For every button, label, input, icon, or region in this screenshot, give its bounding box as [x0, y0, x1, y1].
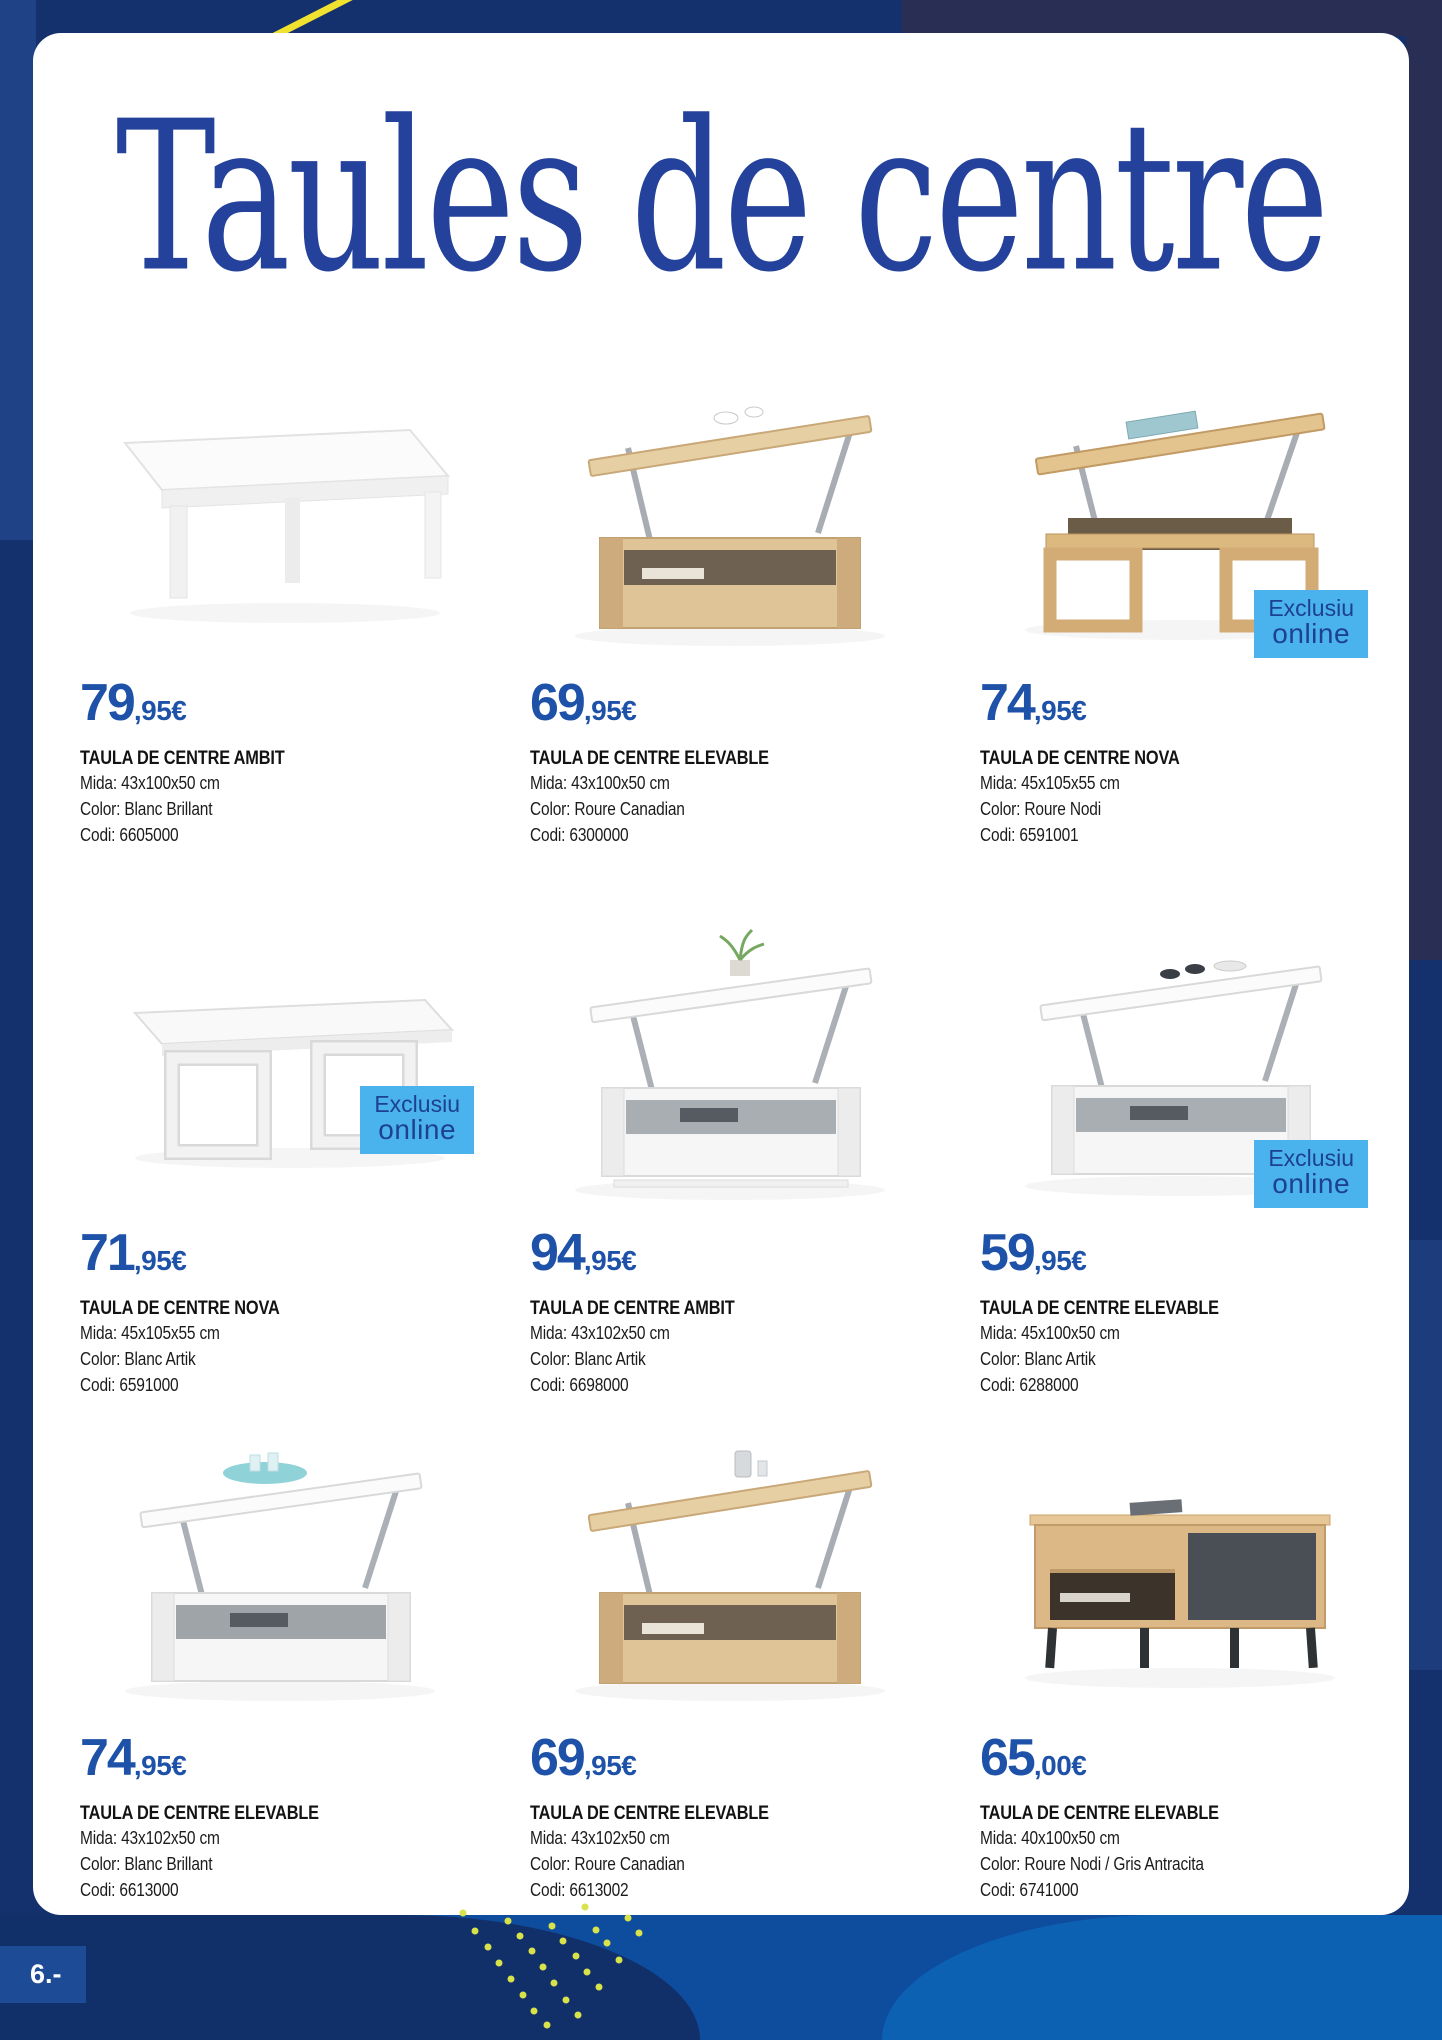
product-color: Color: Blanc Artik [530, 1349, 646, 1369]
table-illustration [980, 1423, 1380, 1723]
product-code: Codi: 6741000 [980, 1880, 1079, 1900]
product-price [980, 1224, 1380, 1292]
yellow-dots-pattern [440, 1903, 680, 2038]
product-price [530, 1729, 930, 1797]
product-name: TAULA DE CENTRE ELEVABLE [530, 1803, 769, 1824]
badge-line1: Exclusiu [1268, 595, 1354, 621]
price-euros: 69 [530, 1729, 584, 1787]
badge-line1: Exclusiu [374, 1091, 460, 1117]
product-photo [980, 368, 1380, 668]
product-code: Codi: 6613002 [530, 1880, 629, 1900]
product-color: Color: Blanc Brillant [80, 1854, 213, 1874]
product-color: Color: Roure Canadian [530, 1854, 685, 1874]
product-code: Codi: 6613000 [80, 1880, 179, 1900]
bg-shape-right [1406, 0, 1442, 960]
price-euros: 74 [980, 674, 1034, 732]
price-euros: 94 [530, 1224, 584, 1282]
price-euros: 71 [80, 1224, 134, 1282]
product-size: Mida: 43x100x50 cm [530, 773, 670, 793]
product-name: TAULA DE CENTRE ELEVABLE [980, 1803, 1219, 1824]
page-number-badge [0, 1946, 86, 2003]
product-size: Mida: 43x102x50 cm [530, 1828, 670, 1848]
product-color: Color: Roure Canadian [530, 799, 685, 819]
product-code: Codi: 6591001 [980, 825, 1079, 845]
price-cents: ,95€ [583, 1750, 637, 1781]
table-illustration [530, 918, 930, 1218]
product-row [33, 368, 1409, 848]
product-size: Mida: 45x105x55 cm [80, 1323, 220, 1343]
product-card [980, 368, 1380, 848]
price-cents: ,95€ [133, 1750, 187, 1781]
page-number: 6.- [30, 1959, 62, 1989]
product-photo [530, 368, 930, 668]
product-name: TAULA DE CENTRE NOVA [980, 748, 1180, 769]
product-name: TAULA DE CENTRE ELEVABLE [80, 1803, 319, 1824]
price-cents: ,00€ [1033, 1750, 1087, 1781]
product-code: Codi: 6300000 [530, 825, 629, 845]
product-size: Mida: 43x102x50 cm [80, 1828, 220, 1848]
product-photo [980, 1423, 1380, 1723]
product-size: Mida: 43x100x50 cm [80, 773, 220, 793]
product-card [530, 1423, 930, 1903]
price-euros: 59 [980, 1224, 1034, 1282]
page-title: Taules de centre [115, 78, 1327, 319]
product-code: Codi: 6698000 [530, 1375, 629, 1395]
exclusiu-online-badge [1254, 1140, 1368, 1208]
product-price [530, 674, 930, 742]
price-cents: ,95€ [1033, 1245, 1087, 1276]
price-euros: 69 [530, 674, 584, 732]
table-illustration [80, 1423, 480, 1723]
badge-line1: Exclusiu [1268, 1145, 1354, 1171]
product-price [80, 674, 480, 742]
product-color: Color: Roure Nodi [980, 799, 1101, 819]
bg-shape-right-lower [1406, 1240, 1442, 1670]
product-card [530, 368, 930, 848]
badge-line2: online [1272, 1168, 1351, 1200]
product-color: Color: Blanc Brillant [80, 799, 213, 819]
table-illustration [80, 368, 480, 668]
badge-line2: online [378, 1114, 457, 1146]
product-price [80, 1729, 480, 1797]
product-card [80, 918, 480, 1398]
product-color: Color: Blanc Artik [80, 1349, 196, 1369]
product-name: TAULA DE CENTRE NOVA [80, 1298, 280, 1319]
table-illustration [530, 1423, 930, 1723]
price-cents: ,95€ [583, 695, 637, 726]
price-cents: ,95€ [133, 1245, 187, 1276]
product-row [33, 918, 1409, 1398]
product-name: TAULA DE CENTRE ELEVABLE [980, 1298, 1219, 1319]
price-cents: ,95€ [133, 695, 187, 726]
product-photo [80, 918, 480, 1218]
price-cents: ,95€ [583, 1245, 637, 1276]
product-size: Mida: 45x100x50 cm [980, 1323, 1120, 1343]
product-price [980, 674, 1380, 742]
product-card [530, 918, 930, 1398]
product-card [80, 368, 480, 848]
product-name: TAULA DE CENTRE AMBIT [80, 748, 285, 769]
product-photo [530, 1423, 930, 1723]
product-photo [80, 1423, 480, 1723]
product-photo [530, 918, 930, 1218]
product-code: Codi: 6591000 [80, 1375, 179, 1395]
product-size: Mida: 43x102x50 cm [530, 1323, 670, 1343]
product-size: Mida: 40x100x50 cm [980, 1828, 1120, 1848]
product-code: Codi: 6288000 [980, 1375, 1079, 1395]
product-size: Mida: 45x105x55 cm [980, 773, 1120, 793]
bg-shape-left [0, 0, 36, 540]
table-illustration [80, 918, 480, 1218]
catalog-page [33, 33, 1409, 1915]
product-price [980, 1729, 1380, 1797]
exclusiu-online-badge [1254, 590, 1368, 658]
product-card [980, 918, 1380, 1398]
product-name: TAULA DE CENTRE AMBIT [530, 1298, 735, 1319]
product-color: Color: Blanc Artik [980, 1349, 1096, 1369]
price-euros: 65 [980, 1729, 1034, 1787]
price-cents: ,95€ [1033, 695, 1087, 726]
product-photo [80, 368, 480, 668]
price-euros: 74 [80, 1729, 134, 1787]
product-color: Color: Roure Nodi / Gris Antracita [980, 1854, 1204, 1874]
exclusiu-online-badge [360, 1086, 474, 1154]
product-price [80, 1224, 480, 1292]
product-price [530, 1224, 930, 1292]
bg-shape-topright [902, 0, 1442, 36]
table-illustration [530, 368, 930, 668]
product-name: TAULA DE CENTRE ELEVABLE [530, 748, 769, 769]
product-row [33, 1423, 1409, 1903]
product-card [980, 1423, 1380, 1903]
product-card [80, 1423, 480, 1903]
badge-line2: online [1272, 618, 1351, 650]
product-code: Codi: 6605000 [80, 825, 179, 845]
product-photo [980, 918, 1380, 1218]
price-euros: 79 [80, 674, 134, 732]
